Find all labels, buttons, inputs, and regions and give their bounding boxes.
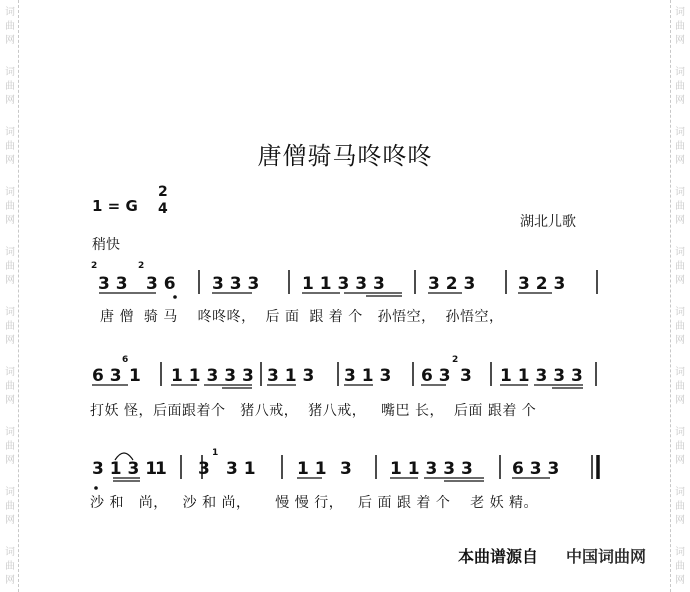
note-group: 6 3 (421, 366, 451, 386)
watermark-glyph: 曲 (5, 141, 15, 152)
note-group: 3 (340, 459, 352, 479)
low-octave-dot (173, 295, 177, 299)
lyrics-line-1: 唐 僧 骑 马 咚咚咚， 后 面 跟 着 个 孙悟空， 孙悟空， (100, 309, 504, 325)
watermark-glyph: 词 (5, 7, 15, 18)
watermark-glyph: 曲 (5, 21, 15, 32)
watermark-glyph: 曲 (5, 261, 15, 272)
watermark-glyph: 网 (5, 335, 15, 346)
watermark-glyph: 词 (5, 487, 15, 498)
credit-site: 中国词曲网 (566, 547, 647, 566)
grace-note: 2 (452, 355, 459, 365)
grace-note: 2 (91, 261, 98, 271)
watermark-glyph: 曲 (5, 321, 15, 332)
tempo-marking: 稍快 (92, 237, 120, 253)
watermark-glyph: 词 (675, 7, 685, 18)
watermark-glyph: 曲 (675, 561, 685, 572)
lyrics-line-2: 打妖 怪，后面跟着个 猪八戒， 猪八戒， 嘴巴 长， 后面 跟着 个 (90, 403, 537, 419)
note-group: 1 (129, 366, 141, 386)
note-group: 3 1 3 1 (92, 459, 158, 479)
watermark-glyph: 网 (675, 215, 685, 226)
watermark-glyph: 网 (5, 395, 15, 406)
key-signature: 1 = G (92, 197, 138, 215)
score-line-1 (91, 261, 597, 299)
watermark-glyph: 词 (5, 367, 15, 378)
watermark-glyph: 网 (5, 215, 15, 226)
watermark-glyph: 网 (5, 575, 15, 586)
note-group: 3 1 3 (267, 366, 315, 386)
watermark-glyph: 词 (675, 187, 685, 198)
watermark-glyph: 网 (675, 35, 685, 46)
low-octave-dot (94, 486, 98, 490)
watermark-glyph: 词 (675, 307, 685, 318)
watermark-glyph: 词 (5, 127, 15, 138)
watermark-glyph: 词 (5, 427, 15, 438)
watermark-glyph: 词 (5, 67, 15, 78)
watermark-glyph: 曲 (5, 441, 15, 452)
watermark-glyph: 曲 (5, 381, 15, 392)
watermark-glyph: 词 (5, 187, 15, 198)
grace-note: 1 (212, 448, 219, 458)
watermark-glyph: 曲 (675, 261, 685, 272)
watermark-glyph: 曲 (5, 201, 15, 212)
watermark-glyph: 网 (5, 155, 15, 166)
watermark-glyph: 词 (5, 247, 15, 258)
grace-note: 6 (122, 355, 129, 365)
note-group: 1 1 3 3 3 (171, 366, 254, 386)
credit-prefix: 本曲谱源自 (458, 547, 539, 566)
watermark-glyph: 词 (675, 487, 685, 498)
watermark-glyph: 曲 (675, 381, 685, 392)
watermark-glyph: 曲 (675, 141, 685, 152)
note-group: 3 2 3 (428, 274, 476, 294)
note-group: 3 6 (146, 274, 176, 294)
watermark-glyph: 网 (5, 515, 15, 526)
watermark-glyph: 网 (675, 455, 685, 466)
note-group: 3 3 (98, 274, 128, 294)
watermark-glyph: 曲 (5, 561, 15, 572)
note-group: 1 1 (297, 459, 327, 479)
watermark-glyph: 曲 (675, 501, 685, 512)
watermark-glyph: 曲 (5, 501, 15, 512)
note-group: 6 3 (92, 366, 122, 386)
score-line-2 (92, 355, 596, 388)
note-group: 3 1 (226, 459, 256, 479)
watermark-glyph: 网 (5, 35, 15, 46)
watermark-glyph: 词 (675, 67, 685, 78)
note-group: 3 3 3 (212, 274, 260, 294)
note-group: 1 1 3 3 3 (390, 459, 473, 479)
grace-note: 2 (138, 261, 145, 271)
watermark-glyph: 曲 (5, 81, 15, 92)
watermark-glyph: 曲 (675, 321, 685, 332)
watermark-glyph: 网 (5, 455, 15, 466)
watermark-glyph: 词 (5, 307, 15, 318)
watermark-glyph: 网 (675, 155, 685, 166)
note-group: 1 1 3 3 3 (302, 274, 385, 294)
song-origin: 湖北儿歌 (520, 214, 576, 230)
watermark-glyph: 网 (5, 275, 15, 286)
watermark-glyph: 词 (675, 247, 685, 258)
watermark-glyph: 网 (675, 95, 685, 106)
watermark-glyph: 词 (675, 127, 685, 138)
watermark-glyph: 词 (675, 547, 685, 558)
note-group: 1 1 3 3 3 (500, 366, 583, 386)
watermark-glyph: 网 (675, 335, 685, 346)
meter-top: 2 (158, 184, 168, 200)
note-group: 3 1 3 (344, 366, 392, 386)
watermark-glyph: 网 (675, 515, 685, 526)
watermark-glyph: 词 (675, 427, 685, 438)
note-group: 1 (155, 459, 167, 479)
watermark-glyph: 词 (675, 367, 685, 378)
watermark-glyph: 网 (675, 395, 685, 406)
score-line-3 (92, 448, 598, 490)
note-group: 3 (198, 459, 210, 479)
note-group: 3 (460, 366, 472, 386)
watermark-glyph: 曲 (675, 201, 685, 212)
watermark-glyph: 曲 (675, 81, 685, 92)
meter-bottom: 4 (158, 201, 168, 217)
watermark-glyph: 网 (675, 275, 685, 286)
watermark-glyph: 网 (675, 575, 685, 586)
watermark-glyph: 词 (5, 547, 15, 558)
watermark-glyph: 曲 (675, 441, 685, 452)
song-title: 唐僧骑马咚咚咚 (257, 142, 433, 170)
watermark-glyph: 网 (5, 95, 15, 106)
lyrics-line-3: 沙 和 尚， 沙 和 尚， 慢 慢 行， 后 面 跟 着 个 老 妖 精。 (90, 495, 539, 511)
note-group: 6 3 3 (512, 459, 560, 479)
watermark-glyph: 曲 (675, 21, 685, 32)
note-group: 3 2 3 (518, 274, 566, 294)
